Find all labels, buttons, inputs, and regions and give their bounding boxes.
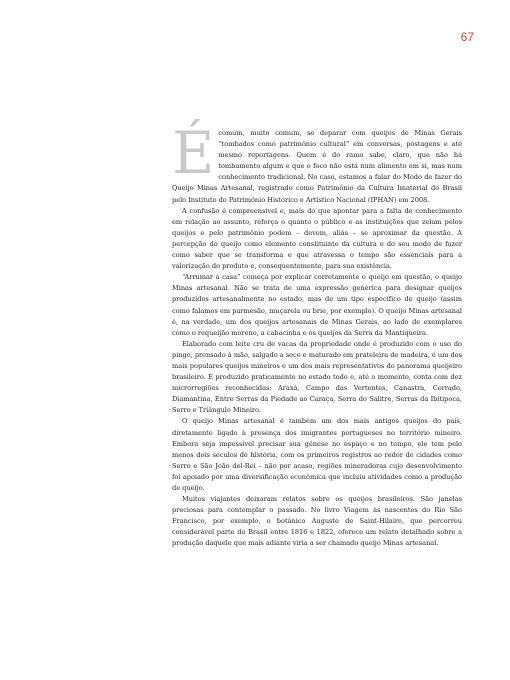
paragraph-4 (172, 339, 462, 417)
paragraph-text: “Arrumar a casa” começa por explicar corretamente o queijo em questão, o queijo Minas artesanal. Não se trata de uma expressão genérica para designar queijos produzidos artesanalmente no estado, mas de um tipo específico de queijo (assim como falamos em parmesão, muçarela ou brie, por exemplo). O queijo Minas artesanal é, na verdade, um dos queijos artesanais de Minas Gerais, ao lado de exemplares como o requeijão moreno, a cabacinha e os queijos da Serra da Mantiqueira. (172, 273, 462, 337)
paragraph-text: A confusão é compreensível e, mais do que apontar para a falta de conhecimento em relação ao assunto, reforça o quanto o público e as instituições que zelam pelos queijos e pelo patrimônio podem – devem, aliás – se aproximar da questão. A percepção do queijo como elemento constituinte da cultura e do seu modo de fazer como saber que se transforma e que atravessa o tempo são essenciais para a valorização do produto e, consequentemente, para sua existência. (172, 206, 462, 271)
drop-cap: É (172, 119, 215, 187)
article-body (172, 119, 462, 550)
paragraph-6 (172, 494, 462, 549)
paragraph-5 (172, 416, 462, 494)
page-number: 67 (460, 30, 474, 44)
paragraph-3 (172, 272, 462, 339)
paragraph-text: Muitos viajantes deixaram relatos sobre os queijos brasileiros. São janelas preciosas para contemplar o passado. No livro Viagem às nascentes do Rio São Francisco, por exemplo, o botânico Auguste de Saint-Hilaire, que percorreu considerável parte do Brasil entre 1816 e 1822, oferece um relato detalhado sobre a produção daquele que mais adiante viria a ser chamado queijo Minas artesanal. (172, 495, 462, 548)
paragraph-1 (172, 119, 462, 206)
paragraph-2 (172, 206, 462, 273)
paragraph-text: O queijo Minas artesanal é também um dos mais antigos queijos do país, diretamente ligado à presença dos imigrantes portugueses no território mineiro. Embora seja impossível precisar sua gênese no espaço e no tempo, ele tem pelo menos dois séculos de história, com os primeiros registros ao redor de cidades como Serro e São João del-Rei – não por acaso, regiões mineradoras cujo desenvolvimento foi apoiado por uma diversificação econômica que incluiu atividades como a produção de queijo. (172, 417, 462, 492)
paragraph-text: Elaborado com leite cru de vacas da propriedade onde é produzido com o uso do pingo, prensado à mão, salgado a seco e maturado em prateleira de madeira, é um dos mais populares queijos mineiros e um dos mais representativos do panorama queijeiro brasileiro. É produzido praticamente no estado todo e, até o momento, conta com dez microrregiões reconhecidas: Araxá, Campo das Vertentes, Canastra, Cerrado, Diamantina, Entre Serras da Piedade ao Caraça, Serra do Salitre, Serras da Ibitipoca, Serro e Triângulo Mineiro. (172, 339, 462, 415)
paragraph-text: comum, muito comum, se deparar com queijos de Minas Gerais “tombados como patrimônio cultural” em conversas, postagens e até mesmo reportagens. Quem é do ramo sabe, claro, que não há tombamento algum e que o foco não está num alimento em si, mas num conhecimento tradicional. No caso, estamos a falar do Modo de fazer do Queijo Minas Artesanal, registrado como Patrimônio da Cultura Imaterial do Brasil pelo Instituto do Patrimônio Histórico e Artístico Nacional (IPHAN) em 2008. (172, 129, 462, 204)
